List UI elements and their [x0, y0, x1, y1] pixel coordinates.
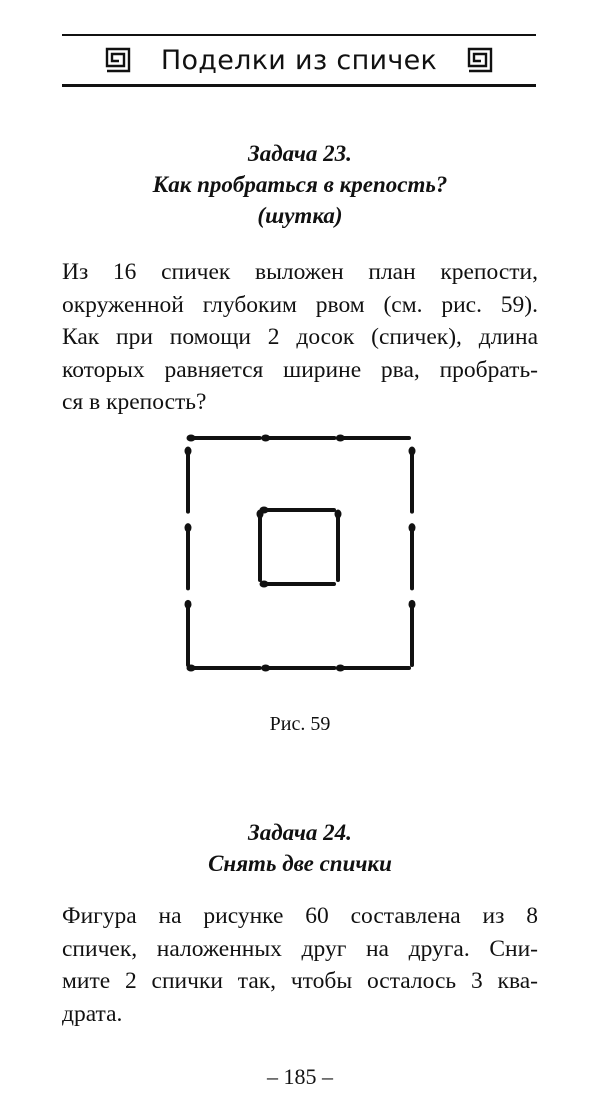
- matchstick: [261, 435, 334, 442]
- text-line: Фигура на рисунке 60 составлена из 8: [62, 903, 538, 929]
- text-line: спичек, наложенных друг на друга. Сни-: [62, 935, 538, 962]
- matchstick: [187, 435, 260, 442]
- task-24-text: [62, 900, 538, 1030]
- figure-59-fortress-plan: [170, 424, 430, 684]
- task-24-number: Задача 24.: [248, 820, 352, 845]
- matchstick: [187, 665, 260, 672]
- text-line: которых равняется ширине рва, пробрать-: [62, 356, 538, 383]
- matchstick: [409, 600, 416, 665]
- meander-ornament-icon: [105, 47, 131, 73]
- task-23-title: Как пробраться в крепость?: [152, 172, 448, 197]
- text-line: драта.: [62, 1000, 123, 1027]
- matchstick: [261, 665, 334, 672]
- text-line: мите 2 спички так, чтобы осталось 3 ква-: [62, 968, 538, 994]
- matchstick: [185, 600, 192, 665]
- matchstick: [336, 665, 409, 672]
- task-23-number: Задача 23.: [248, 141, 352, 166]
- matchstick: [409, 447, 416, 512]
- matchstick: [257, 510, 264, 581]
- text-line: Из 16 спичек выложен план крепости,: [62, 259, 538, 285]
- matchstick: [185, 447, 192, 512]
- text-line: окруженной глубоким рвом (см. рис. 59).: [62, 291, 538, 318]
- meander-ornament-icon: [467, 47, 493, 73]
- matchstick: [260, 507, 335, 514]
- matchstick: [336, 435, 409, 442]
- task-23-text: [62, 256, 538, 419]
- task-24-heading: [0, 817, 600, 879]
- running-header-title: Поделки из спичек: [160, 44, 438, 76]
- task-23-heading: [0, 138, 600, 231]
- figure-59-caption: Рис. 59: [269, 713, 331, 735]
- header-bottom-rule: [62, 84, 536, 87]
- matchstick: [260, 581, 335, 588]
- running-header: [62, 36, 536, 84]
- task-24-title: Снять две спички: [208, 851, 392, 876]
- page-number: – 185 –: [267, 1064, 333, 1089]
- task-23-subtitle: (шутка): [257, 203, 343, 228]
- matchstick: [409, 523, 416, 588]
- text-line: ся в крепость?: [62, 389, 207, 415]
- text-line: Как при помощи 2 досок (спичек), длина: [62, 324, 538, 350]
- matchstick: [335, 510, 342, 581]
- matchstick: [185, 523, 192, 588]
